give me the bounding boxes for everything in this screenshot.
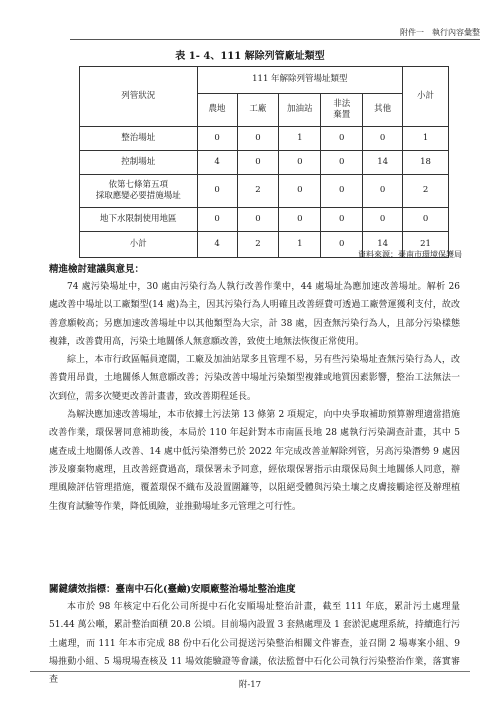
table-caption: 表 1- 4、111 解除列管廠址類型 (175, 51, 325, 62)
table-cell: 0 (363, 175, 403, 208)
table-row (80, 175, 449, 208)
table-cell: 0 (237, 208, 279, 232)
table-cell: 14 (363, 232, 403, 258)
row-label: 小計 (80, 232, 198, 258)
group-header-cell: 111 年解除列管場址類型 (197, 67, 402, 94)
table-cell: 0 (279, 208, 321, 232)
paragraph: 74 處污染場址中，30 處由污染行為人執行改善作業中，44 處場址為應加速改善場址。解析 26 處改善中場址以工廠類型(14 處)為主，因其污染行為人明確且改善經費可透過工廠營運獲利支付，故改善意願較高；另應加速改善場址中以其他類型為大宗，計 38 處，因查無污染行為人，且部分污染樣態複雜，改善費用高，污染土地關係人無意願改善，致使土地無法恢復正常使用。 (49, 282, 460, 347)
column-header: 工廠 (237, 94, 279, 127)
header-divider (70, 39, 480, 40)
table-cell: 0 (237, 151, 279, 175)
row-total: 18 (403, 151, 449, 175)
table-cell: 4 (197, 232, 237, 258)
table-cell: 0 (279, 151, 321, 175)
table-cell: 0 (321, 151, 363, 175)
section-title: 關鍵績效指標：臺南中石化(臺鹼)安順廠整治場址整治進度 (49, 584, 296, 595)
table-cell: 0 (197, 175, 237, 208)
column-header: 加油站 (279, 94, 321, 127)
chapter-header: 附件一 執行內容彙整 (400, 28, 480, 37)
page-number: 附-17 (238, 680, 262, 690)
table-row (80, 208, 449, 232)
table-cell: 0 (363, 208, 403, 232)
paragraph: 本市於 98 年核定中石化公司所提中石化安順場址整治計畫，截至 111 年底，累計污土處理量 51.44 萬公噸，累計整治面積 20.8 公頃。目前場內設置 3 套熱處理及 1 套淤泥處理系統，持續進行污土處理，而 111 年本市完成 88 份中石化公司提送污染整治相關文件審查，並召開 2 場專案小組、9 場推動小組、5 場現場查核及 11 場效能驗證等會議，依法監督中石化公司執行污染整治作業，落實審查 (49, 602, 460, 686)
table-cell: 0 (321, 208, 363, 232)
footer-divider (30, 671, 470, 672)
table-row (80, 151, 449, 175)
kpi-section (49, 581, 460, 689)
delisted-sites-table (79, 66, 449, 258)
table-cell: 1 (279, 232, 321, 258)
table-row (80, 127, 449, 151)
row-label: 整治場址 (80, 127, 198, 151)
column-header: 農地 (197, 94, 237, 127)
table-cell: 0 (197, 208, 237, 232)
table-cell: 0 (197, 127, 237, 151)
row-total: 21 (403, 232, 449, 258)
table-cell: 0 (321, 127, 363, 151)
section-title: 精進檢討建議與意見： (49, 264, 145, 275)
table-source: 資料來源：臺南市環境保護局 (358, 250, 462, 259)
paragraph: 綜上，本市行政區幅員遼闊，工廠及加油站眾多且管理不易，另有些污染場址查無污染行為人，改善費用昂貴，土地關係人無意願改善；污染改善中場址污染類型複雜或地質因素影響，整治工法無法一次到位，需多次變更改善計畫書，致改善期程延長。 (49, 355, 460, 402)
row-label: 控制場址 (80, 151, 198, 175)
column-header: 非法棄置 (321, 94, 363, 127)
table-cell: 14 (363, 151, 403, 175)
table-cell: 2 (237, 175, 279, 208)
paragraph: 為解決應加速改善場址，本市依據土污法第 13 條第 2 項規定，向中央爭取補助預算辦理適當措施改善作業，環保署同意補助後，本局於 110 年起針對本市南區長地 28 處執行污染調查計畫，其中 5 處查成土地關係人改善、14 處中低污染潛勢已於 2022 年完成改善並解除列管，另高污染潛勢 9 處因涉及廢棄物處理，且改善經費過高，環保署未予同意，經依環保署指示由環保局與土地關係人同意，辦理風險評估管理措施，覆蓋環保不織布及設置圍籬等，以阻絕受體與污染土壤之皮膚接觸途徑及辦理植生復育試驗等作業，降低風險，並推動場址多元管理之可行性。 (49, 410, 460, 512)
table-cell: 2 (237, 232, 279, 258)
row-label: 依第七條第五項 採取應變必要措施場址 (80, 175, 198, 208)
row-total: 2 (403, 175, 449, 208)
improvement-section (49, 261, 460, 516)
table-cell: 1 (279, 127, 321, 151)
row-total: 0 (403, 208, 449, 232)
table-cell: 0 (363, 127, 403, 151)
table-cell: 0 (279, 175, 321, 208)
subtotal-header-cell: 小計 (403, 67, 449, 127)
row-label: 地下水限制使用地區 (80, 208, 198, 232)
row-total: 1 (403, 127, 449, 151)
row-header-cell: 列管狀況 (80, 67, 198, 127)
table-cell: 4 (197, 151, 237, 175)
table-cell: 0 (321, 175, 363, 208)
column-header: 其他 (363, 94, 403, 127)
table-cell: 0 (321, 232, 363, 258)
table-cell: 0 (237, 127, 279, 151)
